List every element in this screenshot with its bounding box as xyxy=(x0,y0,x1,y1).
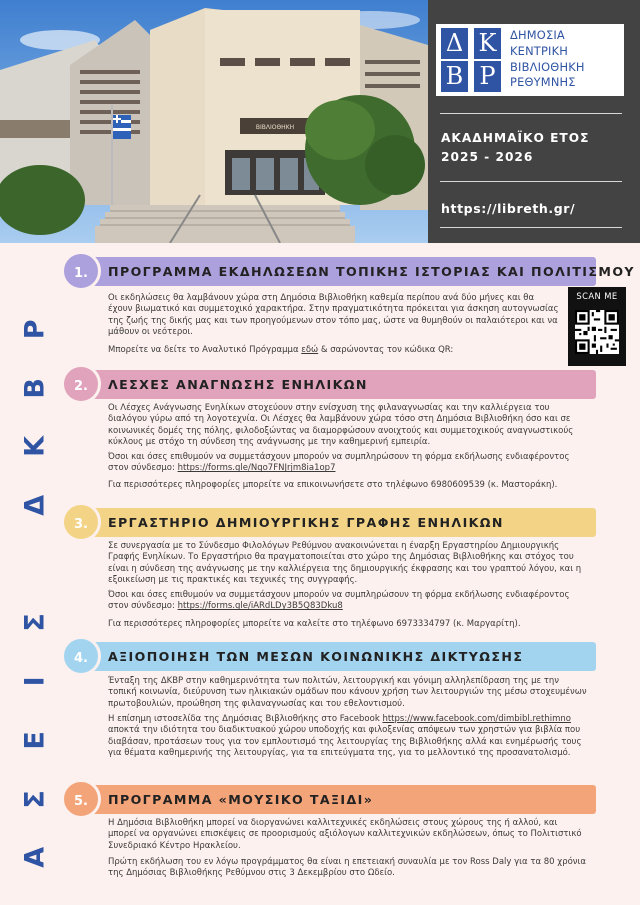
logo-word: ΔΗΜΟΣΙΑ xyxy=(510,28,565,42)
qr-code-panel xyxy=(568,287,626,366)
logo-letter: Δ xyxy=(441,28,468,59)
library-logo xyxy=(436,24,624,96)
vertical-title-letter: Κ xyxy=(19,436,51,458)
vertical-title-letter: Β xyxy=(19,377,51,399)
header xyxy=(0,0,640,243)
vertical-title-letter: Ι xyxy=(19,676,51,687)
vertical-title-letter: Α xyxy=(19,847,51,868)
vertical-title xyxy=(16,300,56,887)
logo-word: ΒΙΒΛΙΟΘΗΚΗ xyxy=(510,59,585,74)
divider xyxy=(440,113,622,114)
library-building-photo xyxy=(0,0,428,243)
logo-letter: Ρ xyxy=(474,61,501,92)
section-1-qr-note xyxy=(108,345,560,356)
divider xyxy=(440,181,622,182)
logo-word: ΡΕΘΥΜΝΗΣ xyxy=(510,75,576,90)
section-3-body: Σε συνεργασία με το Σύνδεσμο Φιλολόγων Ρεθύμνου ανακοινώνεται η έναρξη Εργαστηρίου Δημιουργικής Γραφής Ενηλίκων. Το Εργαστήριο θα πραγματοποιείται στο χώρο της Δημόσιας Βιβλιοθήκης και στόχος του είναι η σύνδεση της ανάγνωσης με την καλλιέργεια της δημιουργικής έκφρασης και του γραπτού λόγου, και η εξοικείωση με τις πρακτικές και τεχνικές της συγγραφής. xyxy=(108,541,582,586)
logo-letter: Β xyxy=(441,61,468,92)
section-3-number: 3. xyxy=(61,502,101,542)
vertical-title-letter: Δ xyxy=(19,494,51,516)
academic-year-label: ΑΚΑΔΗΜΑΪΚΟ ΕΤΟΣ xyxy=(441,131,590,145)
section-1-number: 1. xyxy=(61,251,101,291)
vertical-title-letter: Ρ xyxy=(19,319,51,340)
section-1-qr-note-text: & σαρώνοντας τον κώδικα QR: xyxy=(318,345,454,355)
logo-word: ΚΕΝΤΡΙΚΗ xyxy=(510,43,569,58)
vertical-title-letter: Σ xyxy=(19,789,51,809)
divider xyxy=(440,227,622,228)
vertical-title-letter xyxy=(7,544,66,584)
website-link[interactable]: https://libreth.gr/ xyxy=(441,201,576,216)
vertical-title-letter: Σ xyxy=(19,613,51,633)
section-2-contact: Για περισσότερες πληροφορίες μπορείτε να επικοινωνήσετε στο τηλέφωνο 6980609539 (κ. Μαστοράκη). xyxy=(108,480,558,490)
section-5-first-event: Πρώτη εκδήλωση του εν λόγω προγράμματος θα είναι η επετειακή συναυλία με τον Ross Daly για τα 80 χρόνια της Δημόσιας Βιβλιοθήκης Ρεθύμνου στις 3 Δεκεμβρίου στο Ωδείο. xyxy=(108,857,587,879)
section-4-facebook-note-text: Η επίσημη ιστοσελίδα της Δημόσιας Βιβλιοθήκης στο Facebook xyxy=(108,714,383,724)
academic-year-value: 2025 - 2026 xyxy=(441,150,534,164)
section-3-title: ΕΡΓΑΣΤΗΡΙΟ ΔΗΜΙΟΥΡΓΙΚΗΣ ΓΡΑΦΗΣ ΕΝΗΛΙΚΩΝ xyxy=(108,515,504,530)
section-1-body: Οι εκδηλώσεις θα λαμβάνουν χώρα στη Δημόσια Βιβλιοθήκη καθεμία περίπου ανά δύο μήνες και θα έχουν βιωματικό και συμμετοχικό χαρακτήρα. Στην πραγματικότητα πρόκειται για άσκηση αυτογνωσίας της ζωής της δικής μας και των προηγούμενων στον τόπο μας, ώστε να θυμηθούν οι παλαιότεροι και να μάθουν οι νεότεροι. xyxy=(108,293,559,338)
section-2-form-note xyxy=(108,452,588,475)
reading-clubs-form-link[interactable]: https://forms.gle/Ngo7FNJrjm8ia1op7 xyxy=(177,463,336,474)
program-link[interactable]: εδώ xyxy=(301,345,319,355)
section-4-body: Ένταξη της ΔΚΒΡ στην καθημερινότητα των πολιτών, λειτουργική και γόνιμη αλληλεπίδραση της με την τοπική κοινωνία, διεύρυνση των ηλικιακών ομάδων που κάνουν χρήση των λειτουργιών της μέσω στοχευμένων πρωτοβουλιών, προώθηση της φιλαναγνωσίας και του εθελοντισμού. xyxy=(108,676,587,709)
vertical-title-letter: Ε xyxy=(19,730,51,750)
facebook-page-link[interactable]: https://www.facebook.com/dimbibl.rethimno xyxy=(382,714,571,724)
qr-code-pattern xyxy=(575,310,619,354)
section-2-form-note-text: Όσοι και όσες επιθυμούν να συμμετάσχουν μπορούν να συμπληρώσουν τη φόρμα εκδήλωσης ενδιαφέροντος στον σύνδεσμο: xyxy=(108,452,570,474)
section-4-facebook-note xyxy=(108,714,588,760)
section-3-form-note-text: Όσοι και όσες επιθυμούν να συμμετάσχουν μπορούν να συμπληρώσουν τη φόρμα εκδήλωσης ενδιαφέροντος στον σύνδεσμο: xyxy=(108,590,570,612)
qr-code[interactable] xyxy=(575,310,619,354)
section-2-title: ΛΕΣΧΕΣ ΑΝΑΓΝΩΣΗΣ ΕΝΗΛΙΚΩΝ xyxy=(108,377,368,392)
section-1-qr-note-text: Μπορείτε να δείτε το Αναλυτικό Πρόγραμμα xyxy=(108,345,302,355)
logo-letter: Κ xyxy=(474,28,501,59)
svg-text:ΒΙΒΛΙΟΘΗΚΗ: ΒΙΒΛΙΟΘΗΚΗ xyxy=(255,124,295,131)
qr-scan-label: SCAN ME xyxy=(576,291,618,301)
section-3-form-note xyxy=(108,590,588,613)
section-5-number: 5. xyxy=(61,779,101,819)
writing-workshop-form-link[interactable]: https://forms.gle/iARdLDy3B5Q83Dku8 xyxy=(177,601,343,612)
section-5-title: ΠΡΟΓΡΑΜΜΑ «ΜΟΥΣΙΚΟ ΤΑΞΙΔΙ» xyxy=(108,792,374,807)
section-2-body: Οι Λέσχες Ανάγνωσης Ενηλίκων στοχεύουν στην ενίσχυση της φιλαναγνωσίας και την καλλιέργεια του διαλόγου γύρω από τη λογοτεχνία. Οι Λέσχες θα λαμβάνουν χώρα τόσο στη Δημόσια Βιβλιοθήκη όσο και σε κοινωνικές δομές της πόλης, φιλοδοξώντας να διαμορφώσουν ανοιχτούς και συμμετοχικούς αναγνωστικούς κύκλους με στόχο τη σύνδεση της ανάγνωσης με την καθημερινή εμπειρία. xyxy=(108,403,574,448)
logo-wordmark xyxy=(510,28,622,91)
section-5-body: Η Δημόσια Βιβλιοθήκη μπορεί να διοργανώνει καλλιτεχνικές εκδηλώσεις στους χώρους της ή αλλού, και μπορεί να οργανώνει επισκέψεις σε προορισμούς αξιόλογων καλλιτεχνικών εκδηλώσεων, όπως το Πολιτιστικό Συνεδριακό Κέντρο Ηρακλείου. xyxy=(108,818,582,851)
section-4-number: 4. xyxy=(61,636,101,676)
section-4-facebook-note-text: αποκτά την ιδιότητα του διαδικτυακού χώρου υποδοχής και φιλοξενίας απόψεων των χρηστών για βιβλία που διαβάσαν, προτάσεων τους για τον εμπλουτισμό της λειτουργίας της Βιβλιοθήκης αλλά και ενημέρωσής τους για θέματα καθημερινής της λειτουργίας, για τα επιτεύγματα της, για το μελλοντικό της προσανατολισμό. xyxy=(108,725,582,759)
section-2-number: 2. xyxy=(61,364,101,404)
section-4-title: ΑΞΙΟΠΟΙΗΣΗ ΤΩΝ ΜΕΣΩΝ ΚΟΙΝΩΝΙΚΗΣ ΔΙΚΤΥΩΣΗΣ xyxy=(108,649,524,664)
building-illustration xyxy=(0,0,428,243)
section-1-title: ΠΡΟΓΡΑΜΜΑ ΕΚΔΗΛΩΣΕΩΝ ΤΟΠΙΚΗΣ ΙΣΤΟΡΙΑΣ ΚΑΙ ΠΟΛΙΤΙΣΜΟΥ xyxy=(108,264,635,279)
section-3-contact: Για περισσότερες πληροφορίες μπορείτε να καλείτε στο τηλέφωνο 6973334797 (κ. Μαργαρίτη). xyxy=(108,619,521,629)
